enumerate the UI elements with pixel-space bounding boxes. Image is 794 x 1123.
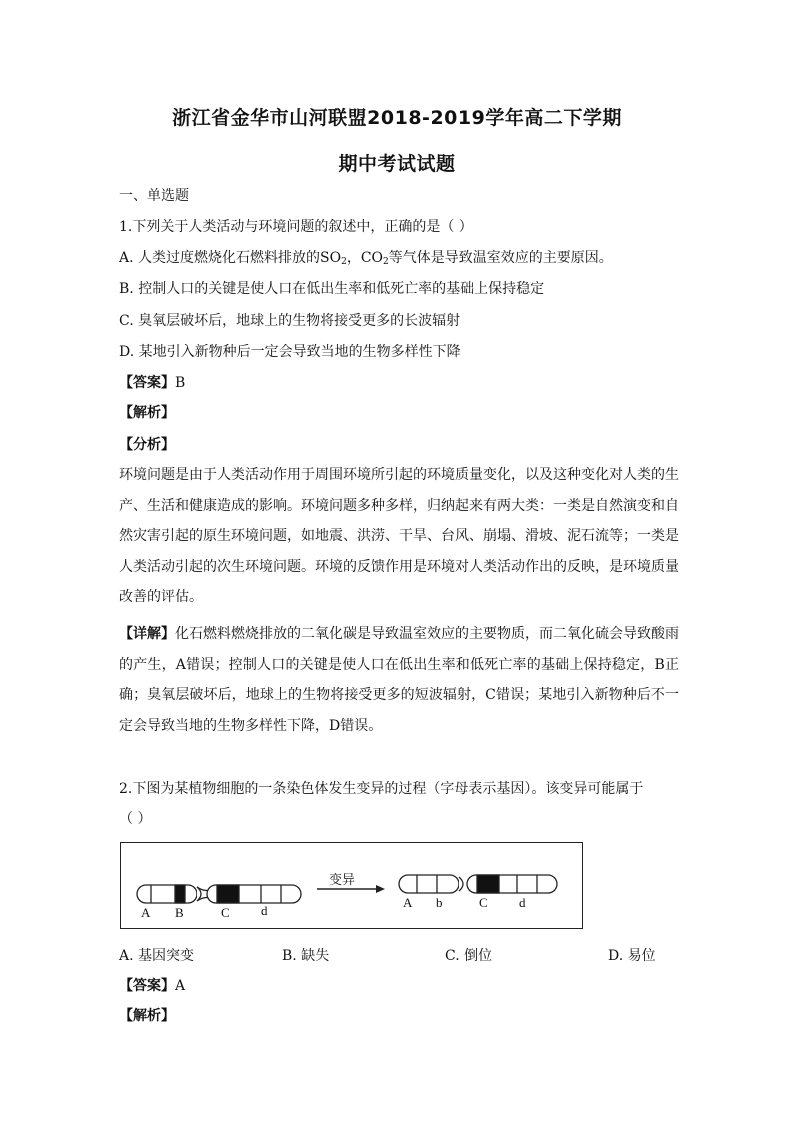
section-heading: 一、单选题 bbox=[119, 188, 189, 204]
q2-jiexi-label: 【解析】 bbox=[119, 1008, 175, 1024]
q2-answer-label: 【答案】 bbox=[119, 978, 175, 994]
q1-option-a-mid: ，CO bbox=[346, 250, 384, 266]
q1-jiexi-label: 【解析】 bbox=[119, 405, 175, 421]
right-gene-c: C bbox=[479, 895, 488, 910]
q1-option-d: D. 某地引入新物种后一定会导致当地的生物多样性下降 bbox=[119, 344, 461, 360]
left-gene-d: d bbox=[261, 903, 268, 918]
q1-answer-label: 【答案】 bbox=[119, 375, 175, 391]
q1-option-a-post: 等气体是导致温室效应的主要原因。 bbox=[388, 250, 613, 266]
q2-option-a: A. 基因突变 bbox=[119, 948, 195, 964]
q1-fenxi-label: 【分析】 bbox=[119, 437, 175, 453]
q2-paren: （ ） bbox=[119, 811, 152, 827]
right-chromosome bbox=[399, 875, 557, 893]
left-chromosome bbox=[137, 885, 301, 903]
q2-option-c: C. 倒位 bbox=[445, 948, 493, 964]
right-gene-b: b bbox=[436, 895, 443, 910]
q2-answer bbox=[119, 976, 185, 996]
q2-answer-value: A bbox=[175, 978, 186, 994]
q1-stem: 1.下列关于人类活动与环境问题的叙述中，正确的是（ ） bbox=[119, 219, 473, 235]
q1-detail-text: 化石燃料燃烧排放的二氧化碳是导致温室效应的主要物质，而二氧化硫会导致酸雨的产生，A错误；控制人口的关键是使人口在低出生率和低死亡率的基础上保持稳定，B正确；臭氧层破坏后，地球上的生物将接受更多的短波辐射，C错误；某地引入新物种后不一定会导致当地的生物多样性下降，D错误。 bbox=[119, 626, 679, 734]
q1-answer bbox=[119, 373, 185, 393]
chromosome-figure bbox=[120, 842, 583, 929]
q1-option-a bbox=[119, 248, 613, 272]
q1-option-c: C. 臭氧层破坏后，地球上的生物将接受更多的长波辐射 bbox=[119, 313, 461, 329]
q2-option-d: D. 易位 bbox=[608, 948, 656, 964]
q2-stem: 2.下图为某植物细胞的一条染色体发生变异的过程（字母表示基因）。该变异可能属于 bbox=[119, 781, 644, 797]
q1-option-a-sub2: 2 bbox=[383, 257, 389, 267]
left-gene-b: B bbox=[175, 905, 184, 920]
q1-option-a-text: A. 人类过度燃烧化石燃料排放的SO bbox=[119, 250, 342, 266]
right-gene-a: A bbox=[403, 895, 413, 910]
q1-option-a-sub1: 2 bbox=[341, 257, 347, 267]
q1-analysis: 环境问题是由于人类活动作用于周围环境所引起的环境质量变化，以及这种变化对人类的生产、生活和健康造成的影响。环境问题多种多样，归纳起来有两大类：一类是自然演变和自然灾害引起的原生环境问题，如地震、洪涝、干旱、台风、崩塌、滑坡、泥石流等；一类是人类活动引起的次生环境问题。环境的反馈作用是环境对人类活动作出的反映，是环境质量改善的评估。 bbox=[119, 467, 679, 605]
left-gene-a: A bbox=[141, 905, 151, 920]
q1-detail-label: 【详解】 bbox=[119, 626, 175, 642]
right-gene-d: d bbox=[519, 895, 526, 910]
q2-option-b: B. 缺失 bbox=[282, 948, 330, 964]
document-title: 浙江省金华市山河联盟2018-2019学年高二下学期 bbox=[172, 107, 622, 129]
q1-answer-value: B bbox=[175, 375, 186, 391]
arrow-label: 变异 bbox=[329, 873, 356, 888]
q1-detail bbox=[119, 619, 679, 741]
left-gene-c: C bbox=[221, 905, 230, 920]
document-subtitle: 期中考试试题 bbox=[338, 153, 456, 175]
q1-option-b: B. 控制人口的关键是使人口在低出生率和低死亡率的基础上保持稳定 bbox=[119, 281, 545, 297]
